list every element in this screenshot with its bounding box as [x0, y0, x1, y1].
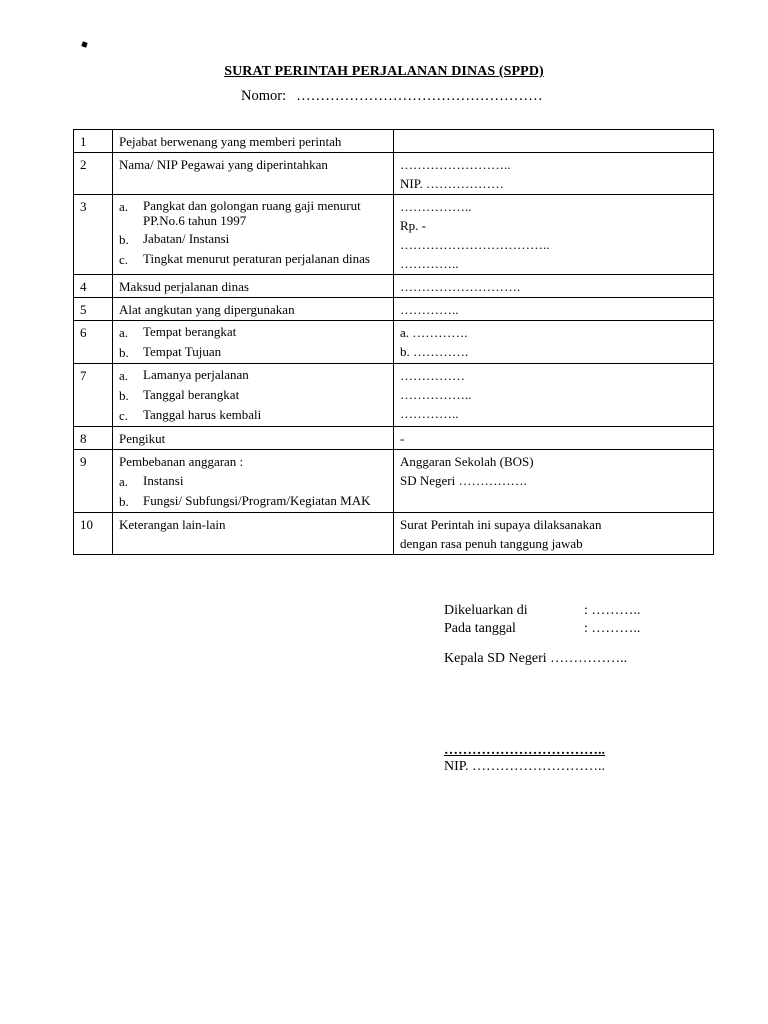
issued-at-row	[444, 602, 640, 620]
row-label: Pembebanan anggaran :	[119, 454, 244, 469]
sub-item-letter: a.	[119, 325, 129, 340]
row-number: 9	[74, 450, 113, 513]
sub-item-text: Fungsi/ Subfungsi/Program/Kegiatan MAK	[143, 493, 371, 508]
row-value: SD Negeri …………….	[400, 473, 527, 488]
row-number: 3	[74, 195, 113, 275]
row-label-cell	[113, 195, 394, 275]
sub-item-text: Pangkat dan golongan ruang gaji menurut PP.No.6 tahun 1997	[143, 198, 361, 228]
table-row	[74, 513, 714, 555]
sub-item	[119, 344, 387, 361]
row-label-cell	[113, 275, 394, 298]
row-value: ……………………………..	[400, 237, 550, 252]
sub-item-letter: a.	[119, 199, 129, 214]
row-label-cell	[113, 364, 394, 427]
row-value-cell	[394, 275, 714, 298]
row-number: 6	[74, 321, 113, 364]
nomor-line	[241, 88, 543, 105]
sub-item	[119, 407, 387, 424]
nomor-value: ……………………………………………	[296, 88, 543, 104]
issued-at-value: : ………..	[584, 603, 641, 618]
row-value: ……………..	[400, 199, 472, 214]
sub-item-text: Tempat berangkat	[143, 324, 237, 339]
sub-item	[119, 367, 387, 384]
row-label-cell	[113, 450, 394, 513]
row-label: Maksud perjalanan dinas	[119, 279, 249, 294]
row-label-cell	[113, 298, 394, 321]
row-value-cell	[394, 427, 714, 450]
sub-item-text: Jabatan/ Instansi	[143, 231, 230, 246]
sub-item	[119, 324, 387, 341]
row-value-cell	[394, 130, 714, 153]
table-row	[74, 153, 714, 195]
sub-item-letter: b.	[119, 232, 129, 247]
nomor-label: Nomor:	[241, 88, 287, 104]
row-label: Pengikut	[119, 431, 166, 446]
issued-date-value: : ………..	[584, 621, 641, 636]
row-value-cell	[394, 153, 714, 195]
issue-block	[444, 602, 640, 668]
sub-item-text: Tanggal harus kembali	[143, 407, 262, 422]
row-number: 1	[74, 130, 113, 153]
row-value: NIP. ………………	[400, 176, 505, 191]
corner-mark	[81, 41, 87, 47]
sub-item-text: Lamanya perjalanan	[143, 367, 249, 382]
row-number: 10	[74, 513, 113, 555]
sub-item	[119, 198, 387, 228]
sub-item-text: Instansi	[143, 473, 184, 488]
table-row	[74, 427, 714, 450]
row-value-cell	[394, 450, 714, 513]
row-value-cell	[394, 195, 714, 275]
sub-item-letter: a.	[119, 474, 129, 489]
row-label: Nama/ NIP Pegawai yang diperintahkan	[119, 157, 328, 172]
table-row	[74, 195, 714, 275]
sub-item-text: Tanggal berangkat	[143, 387, 240, 402]
signature-block	[444, 743, 605, 775]
document-title: SURAT PERINTAH PERJALANAN DINAS (SPPD)	[224, 64, 544, 79]
sub-item-letter: c.	[119, 252, 129, 267]
row-value: Surat Perintah ini supaya dilaksanakan	[400, 517, 602, 532]
table-row	[74, 130, 714, 153]
headmaster-title: Kepala SD Negeri ……………..	[444, 651, 628, 666]
sub-item	[119, 231, 387, 248]
signature-nip: NIP. ………………………..	[444, 759, 606, 774]
row-number: 2	[74, 153, 113, 195]
row-value: dengan rasa penuh tanggung jawab	[400, 536, 583, 551]
row-value: …………..	[400, 406, 459, 421]
row-number: 5	[74, 298, 113, 321]
row-label-cell	[113, 427, 394, 450]
sub-item-letter: b.	[119, 494, 129, 509]
sub-item	[119, 387, 387, 404]
row-label-cell	[113, 130, 394, 153]
sppd-table	[73, 129, 714, 555]
row-label: Alat angkutan yang dipergunakan	[119, 302, 295, 317]
sub-item	[119, 251, 387, 268]
row-value: Anggaran Sekolah (BOS)	[400, 454, 534, 469]
row-value-cell	[394, 513, 714, 555]
sub-item-letter: b.	[119, 345, 129, 360]
row-value: …………..	[400, 256, 459, 271]
row-label-cell	[113, 321, 394, 364]
row-label: Pejabat berwenang yang memberi perintah	[119, 134, 342, 149]
row-value: Rp. -	[400, 218, 426, 233]
row-value: a. ………….	[400, 325, 468, 340]
sub-item-letter: a.	[119, 368, 129, 383]
row-label-cell	[113, 513, 394, 555]
sub-item-letter: c.	[119, 408, 129, 423]
sub-item	[119, 473, 387, 490]
sub-item	[119, 493, 387, 510]
issued-at-label: Dikeluarkan di	[444, 603, 528, 618]
row-value: ……………………….	[400, 279, 521, 294]
table-row	[74, 298, 714, 321]
row-value-cell	[394, 364, 714, 427]
table-row	[74, 450, 714, 513]
sppd-table-body	[74, 130, 714, 555]
row-number: 4	[74, 275, 113, 298]
row-value: ……………..	[400, 387, 472, 402]
issued-date-label: Pada tanggal	[444, 621, 516, 636]
sub-item-text: Tempat Tujuan	[143, 344, 222, 359]
table-row	[74, 364, 714, 427]
sub-item-text: Tingkat menurut peraturan perjalanan dinas	[143, 251, 370, 266]
issued-date-row	[444, 620, 640, 638]
row-label: Keterangan lain-lain	[119, 517, 226, 532]
row-value-cell	[394, 298, 714, 321]
sub-item-letter: b.	[119, 388, 129, 403]
row-number: 8	[74, 427, 113, 450]
row-value: ……………………..	[400, 157, 511, 172]
row-value: -	[400, 431, 405, 446]
row-value: ……………	[400, 368, 465, 383]
row-value: …………..	[400, 302, 459, 317]
row-label-cell	[113, 153, 394, 195]
row-number: 7	[74, 364, 113, 427]
row-value: b. ………….	[400, 344, 469, 359]
table-row	[74, 275, 714, 298]
table-row	[74, 321, 714, 364]
row-value-cell	[394, 321, 714, 364]
signature-name-line: ……………………………..	[444, 743, 605, 758]
